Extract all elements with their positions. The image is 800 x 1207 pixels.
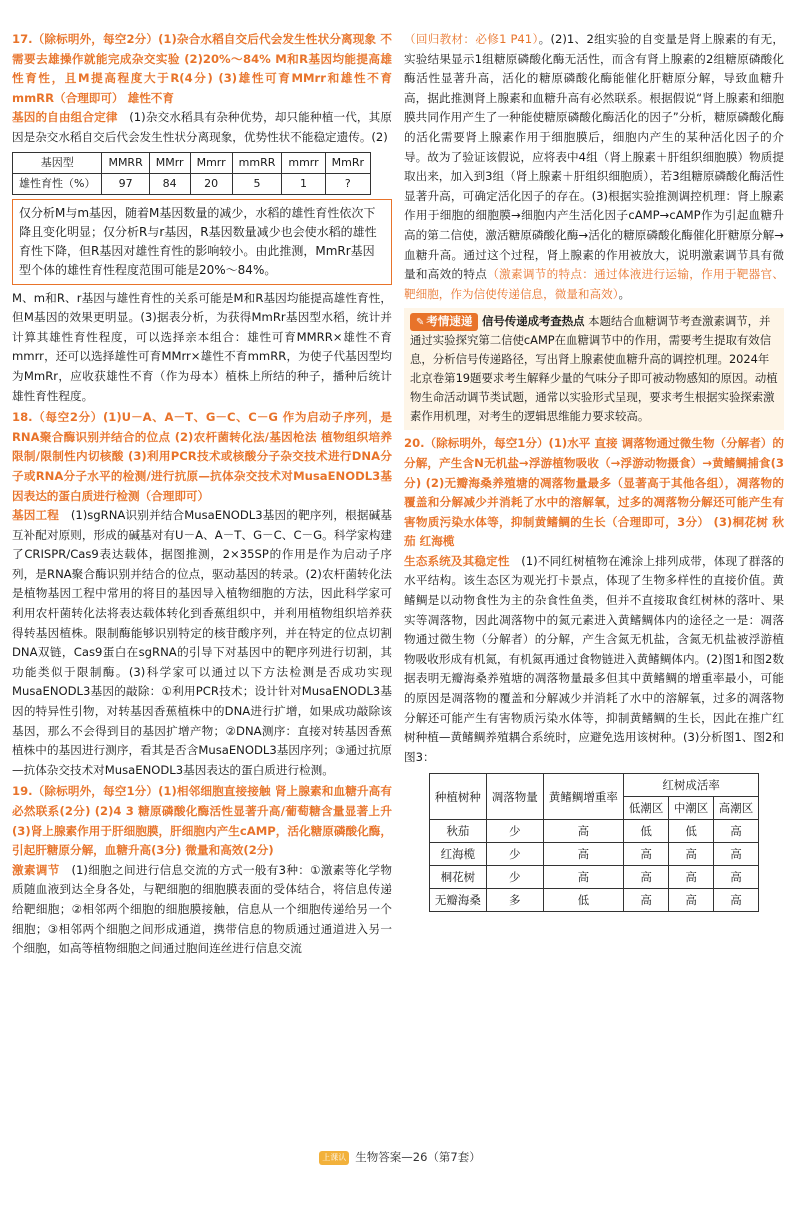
q18-topic-tag: 基因工程 [12, 508, 60, 523]
q17-analysis: 基因的自由组合定律 (1)杂交水稻具有杂种优势，却只能种植一代，其原因是杂交水稻自交后代会发生性状分离现象，优势性状不能稳定遗传。(2) [12, 110, 392, 144]
fertility-table: 基因型 MMRR MMrr Mmrr mmRR mmrr MmRr 雄性育性（%） 97 84 20 5 1 ? [12, 152, 371, 195]
q20-analysis: 生态系统及其稳定性 (1)不同红树植物在滩涂上排列成带，体现了群落的水平结构。该生态区为观光打卡景点，体现了生物多样性的直接价值。黄鳍鲷是以动物食性为主的杂食性鱼类，但并不直接取食红树林的落叶、果实等凋落物，因此凋落物中的氮元素进入黄鳍鲷体内的途径之一是：凋落物通过微生物（分解者）的分解，产生含氮无机盐，含氮无机盐被浮游植物吸收形成有机氮，有机氮再通过食物链进入黄鳍鲷体内。(2)图1和图2数据表明无瓣海桑养殖塘的凋落物量最多但其中黄鳍鲷的增重率最小，可能的原因是凋落物的覆盖和分解减少并消耗了水中的溶解氧，过多的凋落物分解还可能产生有害物质污染水体等，抑制黄鳍鲷的生长，因此在推广红树种植—黄鳍鲷养殖耦合系统时，应避免选用该树种。(3)分析图1、图2和图3： [404, 553, 784, 764]
page-number: 生物答案—26（第7套） [355, 1150, 481, 1165]
table-row: 桐花树 少 高 高 高 高 [430, 866, 759, 889]
hotspot-text: 本题结合血糖调节考查激素调节，并通过实验探究第二信使cAMP在血糖调节中的作用，需要考生提取有效信息，分析信号传递路径，写出肾上腺素使血糖升高的调控机理。2024年北京卷第19题要求考生解释少量的气味分子即可被动物感知的原因。动植物生命活动调节类试题，通常以实验形式呈现，要求考生根据实验探索激素作用机理，对考生的逻辑思维能力要求较高。 [410, 314, 778, 424]
publisher-logo: 上课认真听 下课练天星 [320, 1152, 348, 1204]
exam-hotspot-box [404, 308, 784, 430]
q18-answer: 18.（每空2分）(1)U－A、A－T、G－C、C－G 作为启动子序列，是RNA聚合酶识别并结合的位点 (2)农杆菌转化法/基因枪法 植物组织培养 限制/限制性内切核酸 (3)利用PCR技术或核酸分子杂交技术进行DNA分子或RNA分子水平的检测/进行抗原—抗体杂交技术对MusaENODL3基因表达的蛋白质进行检测（合理即可） [12, 410, 392, 503]
hotspot-title: 信号传递成考查热点 [482, 314, 585, 329]
table-row: 秋茄 少 高 低 低 高 [430, 820, 759, 843]
right-column [404, 30, 784, 1150]
hotspot-badge: ✎ 考情速递 [410, 313, 478, 331]
q19-analysis-cont: （回归教材：必修1 P41）。(2)1、2组实验的自变量是肾上腺素的有无，实验结果显示1组糖原磷酸化酶无活性，而含有肾上腺素的2组糖原磷酸化酶活性显著升高，活化的糖原磷酸化酶能催化肝糖原分解，导致血糖升高，据此推测肾上腺素和血糖升高有必然联系。根据假说“肾上腺素和细胞膜共同作用产生了一种能使糖原磷酸化酶活化的因子”分析，糖原磷酸化酶的活化需要肾上腺素作用于细胞膜后，细胞内产生的某种活化因子的介导。故为了验证该假说，应将表中4组（肾上腺素＋肝组织细胞膜）物质提取出来，加入到3组（肾上腺素＋肝组织细胞质），若3组糖原磷酸化酶活性显著升高，可确定活化因子的存在。(3)根据实验推测调控机理：肾上腺素作用于细胞的细胞膜→细胞内产生活化因子cAMP→cAMP作为引起血糖升高的第二信使，激活糖原磷酸化酶→活化的糖原磷酸化酶催化肝糖原分解→血糖升高。通过这个过程，肾上腺素的作用被放大，说明激素调节具有微量和高效的特点（激素调节的特点：通过体液进行运输，作用于靶器官、靶细胞，作为信使传递信息，微量和高效）。 [404, 32, 784, 301]
q20-topic-tag: 生态系统及其稳定性 [404, 553, 510, 568]
table-row: 红海榄 少 高 高 高 高 [430, 843, 759, 866]
q19-topic-tag: 激素调节 [12, 862, 60, 877]
q18-analysis: 基因工程 (1)sgRNA识别并结合MusaENODL3基因的靶序列，根据碱基互补配对原则，形成的碱基对有U－A、A－T、G－C、C－G。科学家构建了CRISPR/Cas9表达载体，据图推测，2×35SP的作用是作为启动子序列，是RNA聚合酶识别并结合的位点，驱动基因的转录。(2)农杆菌转化法是植物基因工程中常用的将目的基因导入植物细胞的方法，因此科学家可利用农杆菌转化法将表达载体转化到香蕉组织中，并利用植物组织培养获得转基因植株。限制酶能够识别特定的核苷酸序列，并在特定的位点切割DNA双链，Cas9蛋白在sgRNA的引导下对基因中的靶序列进行切割，其功能类似于限制酶。(3)科学家可以通过以下方法检测是否成功实现MusaENODL3基因的敲除：①利用PCR技术；设计针对MusaENODL3基因的特异性引物，对转基因香蕉植株中的DNA进行扩增，如果成功敲除该基因，那么不会得到目的基因扩增产物；②DNA测序：直接对转基因香蕉植株中的基因进行测序，看其是否含MusaENODL3基因序列；③通过抗原—抗体杂交技术对MusaENODL3基因表达的蛋白质进行检测。 [12, 508, 392, 777]
q19-answer: 19.（除标明外，每空1分）(1)相邻细胞直接接触 肾上腺素和血糖升高有必然联系(2分) (2)4 3 糖原磷酸化酶活性显著升高/葡萄糖含量显著上升 (3)肾上腺素作用于肝细胞膜，肝细胞内产生cAMP，活化糖原磷酸化酶，引起肝糖原分解，血糖升高(3分) 微量和高效(2分) [12, 784, 392, 858]
q17-analysis-cont: M、m和R、r基因与雄性育性的关系可能是M和R基因均能提高雄性育性，但M基因的效果更明显。(3)据表分析，为获得MmRr基因型水稻，统计并计算其雄性育性程度，可以选择亲本组合：雄性可育MMRR×雄性不育mmrr，还可以选择雄性可育MMrr×雄性不育mmRR，为使子代基因型均为MmRr，应收获雄性不育（作为母本）植株上所结的种子，播种后统计雄性育性程度。 [12, 290, 392, 403]
mangrove-table: 种植树种 凋落物量 黄鳍鲷增重率 红树成活率 低潮区 中潮区 高潮区 秋茄 少 高 低 低 高 红海榄 少 高 高 高 高 桐花树 少 高 高 高 高 无瓣海桑 多 低 高 高 高 [429, 773, 759, 912]
page-footer [0, 1148, 800, 1204]
analysis-note-box: 仅分析M与m基因，随着M基因数量的减少，水稻的雄性育性依次下降且变化明显；仅分析R与r基因，R基因数量减少也会使水稻的雄性育性下降，但R基因对雄性育性的影响较小。由此推测，MmRr基因型个体的雄性育性程度范围可能是20%～84%。 [12, 199, 392, 285]
q17-topic-tag: 基因的自由组合定律 [12, 110, 118, 125]
q17-answer: 17.（除标明外，每空2分）(1)杂合水稻自交后代会发生性状分离现象 不需要去雄操作就能完成杂交实验 (2)20%～84% M和R基因均能提高雄性育性，且M提高程度大于R(4分) (3)雄性可育MMrr和雄性不育mmRR（合理即可） 雄性不育 [12, 32, 392, 105]
q19-analysis: 激素调节 (1)细胞之间进行信息交流的方式一般有3种：①激素等化学物质随血液到达全身各处，与靶细胞的细胞膜表面的受体结合，将信息传递给靶细胞；②相邻两个细胞的细胞膜接触，信息从一个细胞传递给另一个细胞；③相邻两个细胞之间形成通道，携带信息的物质通过通道进入另一个细胞，如高等植物细胞之间通过胞间连丝进行信息交流 [12, 862, 392, 956]
q20-answer: 20.（除标明外，每空1分）(1)水平 直接 调落物通过微生物（分解者）的分解，产生含N无机盐→浮游植物吸收（→浮游动物摄食）→黄鳍鲷捕食(3分) (2)无瓣海桑养殖塘的凋落物量最多（显著高于其他各组），凋落物的覆盖和分解减少并消耗了水中的溶解氧，过多的凋落物分解还可能产生有害物质污染水体等，抑制黄鳍鲷的生长（合理即可，3分） (3)桐花树 秋茄 红海榄 [404, 436, 784, 549]
table-row: 无瓣海桑 多 低 高 高 高 [430, 889, 759, 912]
pen-icon: ✎ [416, 317, 425, 329]
left-column [12, 30, 392, 1150]
